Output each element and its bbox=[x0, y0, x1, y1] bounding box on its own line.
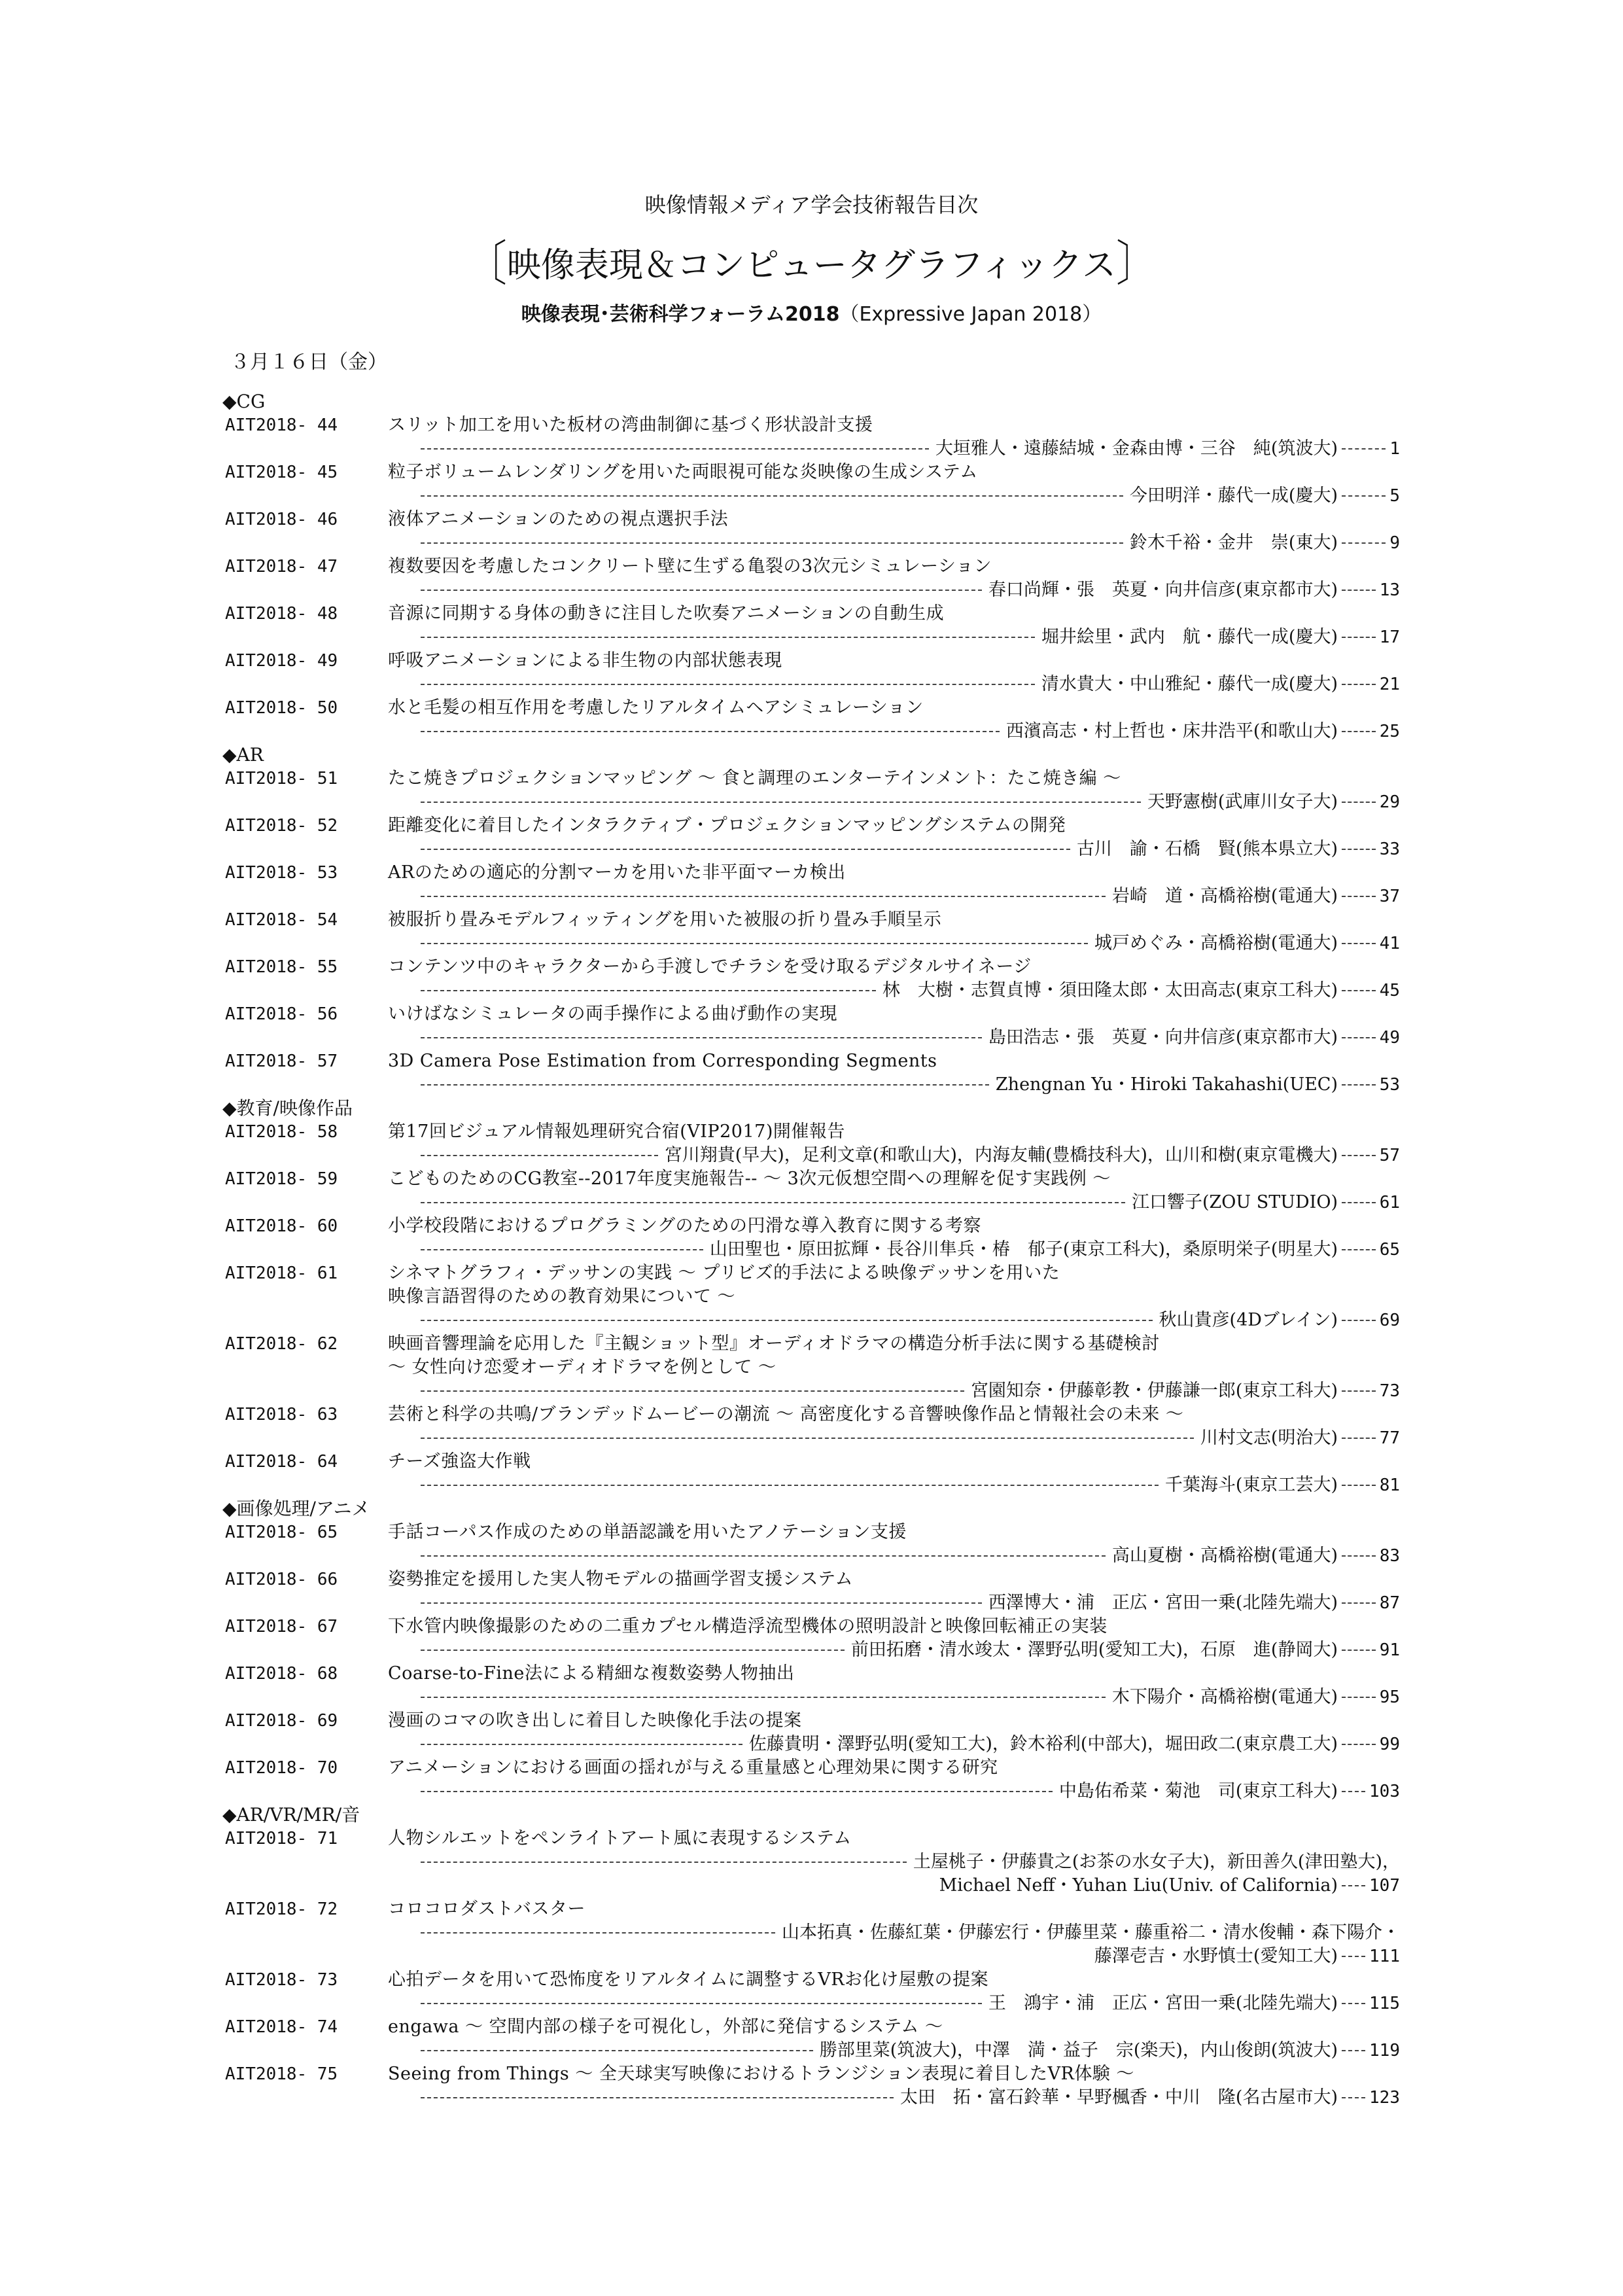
entry-title-row bbox=[222, 1662, 1400, 1686]
report-code: AIT2018- 67 bbox=[225, 1617, 338, 1636]
report-authors: 宮川翔貴(早大)，足利文章(和歌山大)，内海友輔(豊橋技科大)，山川和樹(東京電機大) bbox=[664, 1145, 1338, 1165]
page-number: 33 bbox=[1379, 839, 1400, 859]
leader-dashes bbox=[421, 1744, 742, 1745]
toc-entry bbox=[222, 1568, 1400, 1615]
report-authors: 勝部里菜(筑波大)，中澤 満・益子 宗(楽天)，内山俊朗(筑波大) bbox=[819, 2040, 1338, 2060]
entry-title-row bbox=[222, 908, 1400, 932]
entry-author-row bbox=[222, 1850, 1400, 1874]
entry-title-row bbox=[222, 1403, 1400, 1426]
toc-entry bbox=[222, 555, 1400, 602]
entry-title-row bbox=[222, 508, 1400, 531]
report-authors: 前田拓磨・清水竣太・澤野弘明(愛知工大)，石原 進(静岡大) bbox=[850, 1640, 1338, 1660]
toc-entry bbox=[222, 1521, 1400, 1568]
report-authors: 千葉海斗(東京工芸大) bbox=[1164, 1475, 1338, 1495]
report-authors: 堀井絵里・武内 航・藤代一成(慶大) bbox=[1041, 627, 1338, 647]
entry-author-row bbox=[222, 626, 1400, 649]
page-number: 81 bbox=[1379, 1475, 1400, 1495]
toc-entry bbox=[222, 861, 1400, 908]
leader-dashes bbox=[421, 2050, 813, 2051]
leader-dashes bbox=[421, 590, 982, 591]
report-title: ARのための適応的分割マーカを用いた非平面マーカ検出 bbox=[388, 862, 846, 883]
report-title: 距離変化に着目したインタラクティブ・プロジェクションマッピングシステムの開発 bbox=[388, 815, 1066, 836]
page-number: 73 bbox=[1379, 1381, 1400, 1401]
leader-dashes bbox=[421, 943, 1088, 944]
report-authors: 天野憲樹(武庫川女子大) bbox=[1147, 792, 1338, 812]
report-code: AIT2018- 46 bbox=[225, 510, 338, 529]
leader-dashes bbox=[421, 495, 1123, 497]
entry-title-row bbox=[222, 696, 1400, 720]
leader-dashes bbox=[421, 1084, 989, 1086]
leader-dashes bbox=[421, 1697, 1106, 1698]
entry-author-row bbox=[222, 1191, 1400, 1214]
leader-dashes bbox=[421, 1485, 1159, 1486]
leader-dashes bbox=[421, 1650, 845, 1651]
bracket-open: 〔 bbox=[466, 234, 507, 292]
entry-author-row bbox=[222, 2039, 1400, 2062]
entry-title-row bbox=[222, 461, 1400, 484]
toc-entry bbox=[222, 696, 1400, 743]
report-code: AIT2018- 44 bbox=[225, 415, 338, 435]
leader-dashes bbox=[421, 1862, 907, 1863]
report-code: AIT2018- 69 bbox=[225, 1711, 338, 1731]
entry-title-row bbox=[222, 1568, 1400, 1591]
entry-title-row bbox=[222, 1521, 1400, 1544]
leader-dashes bbox=[421, 802, 1141, 803]
report-code: AIT2018- 68 bbox=[225, 1664, 338, 1684]
entry-title-row bbox=[222, 1756, 1400, 1780]
page-number: 87 bbox=[1379, 1593, 1400, 1613]
report-title: 下水管内映像撮影のための二重カプセル構造浮流型機体の照明設計と映像回転補正の実装 bbox=[388, 1616, 1108, 1636]
entry-title-row bbox=[222, 1898, 1400, 1921]
report-authors: 木下陽介・高橋裕樹(電通大) bbox=[1111, 1687, 1338, 1707]
entry-title-row bbox=[222, 2062, 1400, 2086]
session-date: ３月１６日（金） bbox=[230, 351, 387, 374]
report-authors: 山田聖也・原田拡輝・長谷川隼兵・椿 郁子(東京工科大)，桑原明栄子(明星大) bbox=[709, 1239, 1338, 1260]
page-number: 123 bbox=[1369, 2088, 1400, 2108]
page-number: 91 bbox=[1379, 1640, 1400, 1660]
report-authors: 今田明洋・藤代一成(慶大) bbox=[1129, 486, 1338, 506]
report-title-continued: ～ 女性向け恋愛オーディオドラマを例として ～ bbox=[388, 1357, 777, 1377]
entry-author-row bbox=[222, 1638, 1400, 1662]
report-authors-continued: 藤澤壱吉・水野慎士(愛知工大) bbox=[1094, 1946, 1338, 1966]
entry-author-row bbox=[222, 1309, 1400, 1332]
entry-title-row bbox=[222, 1002, 1400, 1026]
report-code: AIT2018- 55 bbox=[225, 957, 338, 977]
report-title: スリット加工を用いた板材の湾曲制御に基づく形状設計支援 bbox=[388, 415, 873, 435]
report-code: AIT2018- 63 bbox=[225, 1405, 338, 1424]
report-title: コロコロダストバスター bbox=[388, 1899, 585, 1919]
page-number: 25 bbox=[1379, 722, 1400, 741]
page-number: 1 bbox=[1389, 439, 1400, 459]
report-code: AIT2018- 73 bbox=[225, 1970, 338, 1990]
section-heading: ◆AR bbox=[222, 744, 264, 766]
entry-author-row bbox=[222, 979, 1400, 1002]
report-code: AIT2018- 45 bbox=[225, 463, 338, 482]
entry-author-row bbox=[222, 1686, 1400, 1709]
leader-dashes bbox=[421, 1202, 1125, 1203]
report-title: 粒子ボリュームレンダリングを用いた両眼視可能な炎映像の生成システム bbox=[388, 462, 978, 482]
entry-author-row bbox=[222, 1474, 1400, 1497]
main-title-text: 映像表現＆コンピュータグラフィックス bbox=[506, 246, 1117, 285]
entry-title-row-2 bbox=[222, 1285, 1400, 1309]
report-authors: 宮園知奈・伊藤彰教・伊藤謙一郎(東京工科大) bbox=[970, 1381, 1338, 1401]
toc-entry bbox=[222, 1827, 1400, 1898]
leader-dashes bbox=[421, 990, 876, 991]
page-number: 57 bbox=[1379, 1146, 1400, 1165]
entry-author-row bbox=[222, 531, 1400, 555]
entry-author-row bbox=[222, 1379, 1400, 1403]
page-number: 5 bbox=[1389, 486, 1400, 506]
section-heading: ◆AR/VR/MR/音 bbox=[222, 1804, 360, 1826]
report-title: 芸術と科学の共鳴/ブランデッドムービーの潮流 ～ 高密度化する音響映像作品と情報社会の未来 ～ bbox=[388, 1404, 1184, 1424]
report-title: 複数要因を考慮したコンクリート壁に生ずる亀裂の3次元シミュレーション bbox=[388, 556, 992, 576]
toc-entry bbox=[222, 602, 1400, 649]
report-code: AIT2018- 70 bbox=[225, 1758, 338, 1778]
report-title: たこ焼きプロジェクションマッピング ～ 食と調理のエンターテインメント：たこ焼き編 ～ bbox=[388, 768, 1121, 788]
entry-author-row bbox=[222, 885, 1400, 908]
report-authors: 古川 諭・石橋 賢(熊本県立大) bbox=[1076, 839, 1338, 859]
toc-entry bbox=[222, 1756, 1400, 1803]
toc-entry bbox=[222, 1709, 1400, 1756]
report-code: AIT2018- 58 bbox=[225, 1122, 338, 1142]
leader-dashes bbox=[421, 1390, 964, 1392]
leader-dashes bbox=[421, 731, 1000, 732]
toc-entry bbox=[222, 1450, 1400, 1497]
entry-title-row bbox=[222, 1120, 1400, 1144]
page-number: 103 bbox=[1369, 1782, 1400, 1801]
report-authors: 江口響子(ZOU STUDIO) bbox=[1131, 1192, 1338, 1212]
report-title: こどものためのCG教室--2017年度実施報告-- ～ 3次元仮想空間への理解を促す実践例 ～ bbox=[388, 1169, 1111, 1189]
forum-title-jp: 映像表現･芸術科学フォーラム2018 bbox=[521, 303, 840, 326]
page-number: 45 bbox=[1379, 981, 1400, 1000]
leader-dashes bbox=[421, 2097, 894, 2098]
page-number: 83 bbox=[1379, 1546, 1400, 1566]
report-title: engawa ～ 空間内部の様子を可視化し，外部に発信するシステム ～ bbox=[388, 2017, 943, 2037]
report-authors: 土屋桃子・伊藤貴之(お茶の水女子大)，新田善久(津田塾大)， bbox=[913, 1852, 1400, 1872]
entry-title-row bbox=[222, 861, 1400, 885]
report-code: AIT2018- 56 bbox=[225, 1004, 338, 1024]
report-title: 呼吸アニメーションによる非生物の内部状態表現 bbox=[388, 650, 782, 671]
toc-entry bbox=[222, 2062, 1400, 2110]
report-title: 人物シルエットをペンライトアート風に表現するシステム bbox=[388, 1828, 852, 1848]
report-authors: 島田浩志・張 英夏・向井信彦(東京都市大) bbox=[988, 1027, 1338, 1048]
leader-dashes bbox=[421, 684, 1035, 685]
entry-title-row bbox=[222, 1709, 1400, 1733]
report-code: AIT2018- 61 bbox=[225, 1263, 338, 1283]
toc-entry bbox=[222, 814, 1400, 861]
entry-title-row bbox=[222, 2015, 1400, 2039]
leader-dashes bbox=[421, 1438, 1194, 1439]
entry-title-row bbox=[222, 602, 1400, 626]
page-number: 61 bbox=[1379, 1193, 1400, 1212]
page-number: 49 bbox=[1379, 1028, 1400, 1048]
report-authors: 太田 拓・富石鈴華・早野楓香・中川 隆(名古屋市大) bbox=[899, 2087, 1338, 2108]
page-number: 65 bbox=[1379, 1240, 1400, 1260]
entry-title-row bbox=[222, 955, 1400, 979]
entry-author-row bbox=[222, 1992, 1400, 2015]
report-code: AIT2018- 54 bbox=[225, 910, 338, 930]
entry-author-row bbox=[222, 720, 1400, 743]
entry-author-row bbox=[222, 1026, 1400, 1050]
report-authors: 春口尚輝・張 英夏・向井信彦(東京都市大) bbox=[988, 580, 1338, 600]
report-title: 小学校段階におけるプログラミングのための円滑な導入教育に関する考察 bbox=[388, 1216, 981, 1236]
report-authors: 中島佑希菜・菊池 司(東京工科大) bbox=[1058, 1781, 1338, 1801]
leader-dashes bbox=[421, 637, 1035, 638]
forum-title bbox=[0, 298, 1623, 327]
table-of-contents bbox=[222, 390, 1400, 2110]
toc-entry bbox=[222, 1662, 1400, 1709]
report-code: AIT2018- 75 bbox=[225, 2064, 338, 2084]
report-code: AIT2018- 62 bbox=[225, 1334, 338, 1354]
report-title: 液体アニメーションのための視点選択手法 bbox=[388, 509, 729, 529]
report-authors: 城戸めぐみ・高橋裕樹(電通大) bbox=[1094, 933, 1338, 953]
report-authors: 清水貴大・中山雅紀・藤代一成(慶大) bbox=[1041, 674, 1338, 694]
page-number: 95 bbox=[1379, 1687, 1400, 1707]
entry-title-row bbox=[222, 555, 1400, 578]
entry-title-row bbox=[222, 649, 1400, 673]
toc-entry bbox=[222, 955, 1400, 1002]
report-code: AIT2018- 52 bbox=[225, 816, 338, 836]
page-number: 9 bbox=[1389, 533, 1400, 553]
leader-dashes bbox=[421, 542, 1123, 544]
entry-author-row bbox=[222, 2086, 1400, 2110]
report-title: 手話コーパス作成のための単語認識を用いたアノテーション支援 bbox=[388, 1522, 907, 1542]
report-title: 姿勢推定を援用した実人物モデルの描画学習支援システム bbox=[388, 1569, 853, 1589]
entry-author-row bbox=[222, 1144, 1400, 1167]
leader-dashes bbox=[421, 896, 1106, 897]
page-number: 41 bbox=[1379, 934, 1400, 953]
entry-title-row bbox=[222, 1262, 1400, 1285]
report-title: 水と毛髪の相互作用を考慮したリアルタイムヘアシミュレーション bbox=[388, 698, 924, 718]
report-authors: 高山夏樹・高橋裕樹(電通大) bbox=[1111, 1545, 1338, 1566]
entry-author-row bbox=[222, 838, 1400, 861]
entry-author-row bbox=[222, 484, 1400, 508]
report-title: アニメーションにおける画面の揺れが与える重量感と心理効果に関する研究 bbox=[388, 1757, 998, 1778]
report-authors: 西澤博大・浦 正広・宮田一乗(北陸先端大) bbox=[988, 1593, 1338, 1613]
entry-author-row bbox=[222, 437, 1400, 461]
report-title: 漫画のコマの吹き出しに着目した映像化手法の提案 bbox=[388, 1710, 802, 1731]
report-code: AIT2018- 51 bbox=[225, 769, 338, 788]
entry-title-row bbox=[222, 1167, 1400, 1191]
section-heading: ◆画像処理/アニメ bbox=[222, 1498, 370, 1519]
report-code: AIT2018- 48 bbox=[225, 604, 338, 624]
entry-author-row bbox=[222, 1945, 1400, 1968]
report-authors: 王 鴻宇・浦 正広・宮田一乗(北陸先端大) bbox=[988, 1993, 1338, 2013]
leader-dashes bbox=[421, 1037, 982, 1038]
report-title: いけばなシミュレータの両手操作による曲げ動作の実現 bbox=[388, 1004, 837, 1024]
leader-dashes bbox=[421, 1602, 982, 1604]
entry-author-row bbox=[222, 1426, 1400, 1450]
toc-entry bbox=[222, 1262, 1400, 1332]
main-title bbox=[0, 230, 1623, 292]
report-title: コンテンツ中のキャラクターから手渡しでチラシを受け取るデジタルサイネージ bbox=[388, 957, 1032, 977]
toc-entry bbox=[222, 1120, 1400, 1167]
entry-author-row bbox=[222, 578, 1400, 602]
toc-entry bbox=[222, 414, 1400, 461]
entry-author-row bbox=[222, 1733, 1400, 1756]
entry-author-row bbox=[222, 790, 1400, 814]
report-authors: 林 大樹・志賀貞博・須田隆太郎・太田高志(東京工科大) bbox=[882, 980, 1338, 1000]
entry-title-row bbox=[222, 1615, 1400, 1638]
toc-entry bbox=[222, 508, 1400, 555]
leader-dashes bbox=[421, 1320, 1153, 1321]
entry-title-row bbox=[222, 1450, 1400, 1474]
leader-dashes bbox=[421, 1155, 658, 1156]
page-number: 53 bbox=[1379, 1075, 1400, 1095]
page-number: 99 bbox=[1379, 1735, 1400, 1754]
toc-entry bbox=[222, 1968, 1400, 2015]
bracket-close: 〕 bbox=[1116, 234, 1157, 292]
report-authors: 川村文志(明治大) bbox=[1200, 1428, 1338, 1448]
toc-entry bbox=[222, 1898, 1400, 1968]
entry-title-row bbox=[222, 1214, 1400, 1238]
report-code: AIT2018- 59 bbox=[225, 1169, 338, 1189]
entry-title-row bbox=[222, 1968, 1400, 1992]
toc-entry bbox=[222, 1002, 1400, 1050]
leader-dashes bbox=[421, 1249, 703, 1250]
entry-title-row bbox=[222, 814, 1400, 838]
page-number: 17 bbox=[1379, 627, 1400, 647]
report-authors: 大垣雅人・遠藤結城・金森由博・三谷 純(筑波大) bbox=[935, 438, 1338, 459]
report-code: AIT2018- 50 bbox=[225, 698, 338, 718]
toc-entry bbox=[222, 2015, 1400, 2062]
entry-title-row bbox=[222, 1332, 1400, 1356]
leader-dashes bbox=[421, 1791, 1053, 1792]
report-code: AIT2018- 53 bbox=[225, 863, 338, 883]
toc-entry bbox=[222, 1214, 1400, 1262]
report-code: AIT2018- 57 bbox=[225, 1051, 338, 1071]
report-authors: 山本拓真・佐藤紅葉・伊藤宏行・伊藤里菜・藤重裕二・清水俊輔・森下陽介・ bbox=[782, 1922, 1400, 1943]
report-code: AIT2018- 74 bbox=[225, 2017, 338, 2037]
leader-dashes bbox=[421, 2003, 982, 2004]
leader-dashes bbox=[421, 1555, 1106, 1557]
report-authors: 秋山貴彦(4Dブレイン) bbox=[1159, 1310, 1338, 1330]
report-authors-continued: Michael Neff・Yuhan Liu(Univ. of California) bbox=[939, 1875, 1338, 1896]
toc-entry bbox=[222, 1332, 1400, 1403]
report-code: AIT2018- 60 bbox=[225, 1216, 338, 1236]
section-heading: ◆CG bbox=[222, 391, 266, 412]
report-title: Coarse-to-Fine法による精細な複数姿勢人物抽出 bbox=[388, 1663, 795, 1684]
report-authors: 佐藤貴明・澤野弘明(愛知工大)，鈴木裕利(中部大)，堀田政二(東京農工大) bbox=[748, 1734, 1338, 1754]
report-code: AIT2018- 64 bbox=[225, 1452, 338, 1472]
report-title: チーズ強盗大作戦 bbox=[388, 1451, 531, 1472]
page-number: 37 bbox=[1379, 887, 1400, 906]
entry-author-row bbox=[222, 1780, 1400, 1803]
page-number: 21 bbox=[1379, 675, 1400, 694]
toc-entry bbox=[222, 908, 1400, 955]
report-title: 被服折り畳みモデルフィッティングを用いた被服の折り畳み手順呈示 bbox=[388, 910, 942, 930]
report-authors: 岩崎 道・高橋裕樹(電通大) bbox=[1111, 886, 1338, 906]
report-title: Seeing from Things ～ 全天球実写映像におけるトランジション表現に着目したVR体験 ～ bbox=[388, 2064, 1134, 2084]
entry-title-row bbox=[222, 767, 1400, 790]
report-authors: 鈴木千裕・金井 崇(東大) bbox=[1129, 533, 1338, 553]
section-heading: ◆教育/映像作品 bbox=[222, 1097, 353, 1119]
entry-author-row bbox=[222, 1874, 1400, 1898]
page-number: 111 bbox=[1369, 1947, 1400, 1966]
leader-dashes bbox=[421, 849, 1070, 850]
page-number: 77 bbox=[1379, 1428, 1400, 1448]
leader-dashes bbox=[421, 1932, 775, 1934]
report-title: 心拍データを用いて恐怖度をリアルタイムに調整するVRお化け屋敷の提案 bbox=[388, 1969, 989, 1990]
report-authors: Zhengnan Yu・Hiroki Takahashi(UEC) bbox=[995, 1074, 1338, 1095]
entry-author-row bbox=[222, 1591, 1400, 1615]
report-authors: 西濱高志・村上哲也・床井浩平(和歌山大) bbox=[1005, 721, 1338, 741]
entry-author-row bbox=[222, 1921, 1400, 1945]
report-code: AIT2018- 66 bbox=[225, 1570, 338, 1589]
report-title: 第17回ビジュアル情報処理研究合宿(VIP2017)開催報告 bbox=[388, 1122, 845, 1142]
page-number: 69 bbox=[1379, 1311, 1400, 1330]
toc-entry bbox=[222, 1615, 1400, 1662]
page-number: 119 bbox=[1369, 2041, 1400, 2060]
toc-entry bbox=[222, 649, 1400, 696]
report-title: 3D Camera Pose Estimation from Corresponding Segments bbox=[388, 1051, 937, 1071]
toc-entry bbox=[222, 1050, 1400, 1097]
entry-title-row bbox=[222, 414, 1400, 437]
forum-title-en: （Expressive Japan 2018） bbox=[839, 303, 1102, 326]
page-number: 13 bbox=[1379, 580, 1400, 600]
report-title: 映画音響理論を応用した『主観ショット型』オーディオドラマの構造分析手法に関する基礎検討 bbox=[388, 1333, 1160, 1354]
report-code: AIT2018- 72 bbox=[225, 1899, 338, 1919]
page-number: 107 bbox=[1369, 1876, 1400, 1896]
report-code: AIT2018- 65 bbox=[225, 1523, 338, 1542]
toc-entry bbox=[222, 1167, 1400, 1214]
report-code: AIT2018- 49 bbox=[225, 651, 338, 671]
toc-entry bbox=[222, 1403, 1400, 1450]
entry-author-row bbox=[222, 1238, 1400, 1262]
series-title: 映像情報メディア学会技術報告目次 bbox=[644, 192, 979, 217]
entry-title-row-2 bbox=[222, 1356, 1400, 1379]
entry-author-row bbox=[222, 1073, 1400, 1097]
entry-title-row bbox=[222, 1827, 1400, 1850]
entry-author-row bbox=[222, 673, 1400, 696]
report-title: 音源に同期する身体の動きに注目した吹奏アニメーションの自動生成 bbox=[388, 603, 945, 624]
page-number: 29 bbox=[1379, 792, 1400, 812]
report-title: シネマトグラフィ・デッサンの実践 ～ プリビズ的手法による映像デッサンを用いた bbox=[388, 1263, 1060, 1283]
report-title-continued: 映像言語習得のための教育効果について ～ bbox=[388, 1286, 736, 1307]
entry-title-row bbox=[222, 1050, 1400, 1073]
leader-dashes bbox=[421, 448, 929, 450]
entry-author-row bbox=[222, 932, 1400, 955]
toc-entry bbox=[222, 461, 1400, 508]
report-code: AIT2018- 47 bbox=[225, 557, 338, 576]
toc-entry bbox=[222, 767, 1400, 814]
page-number: 115 bbox=[1369, 1994, 1400, 2013]
entry-author-row bbox=[222, 1544, 1400, 1568]
report-code: AIT2018- 71 bbox=[225, 1829, 338, 1848]
